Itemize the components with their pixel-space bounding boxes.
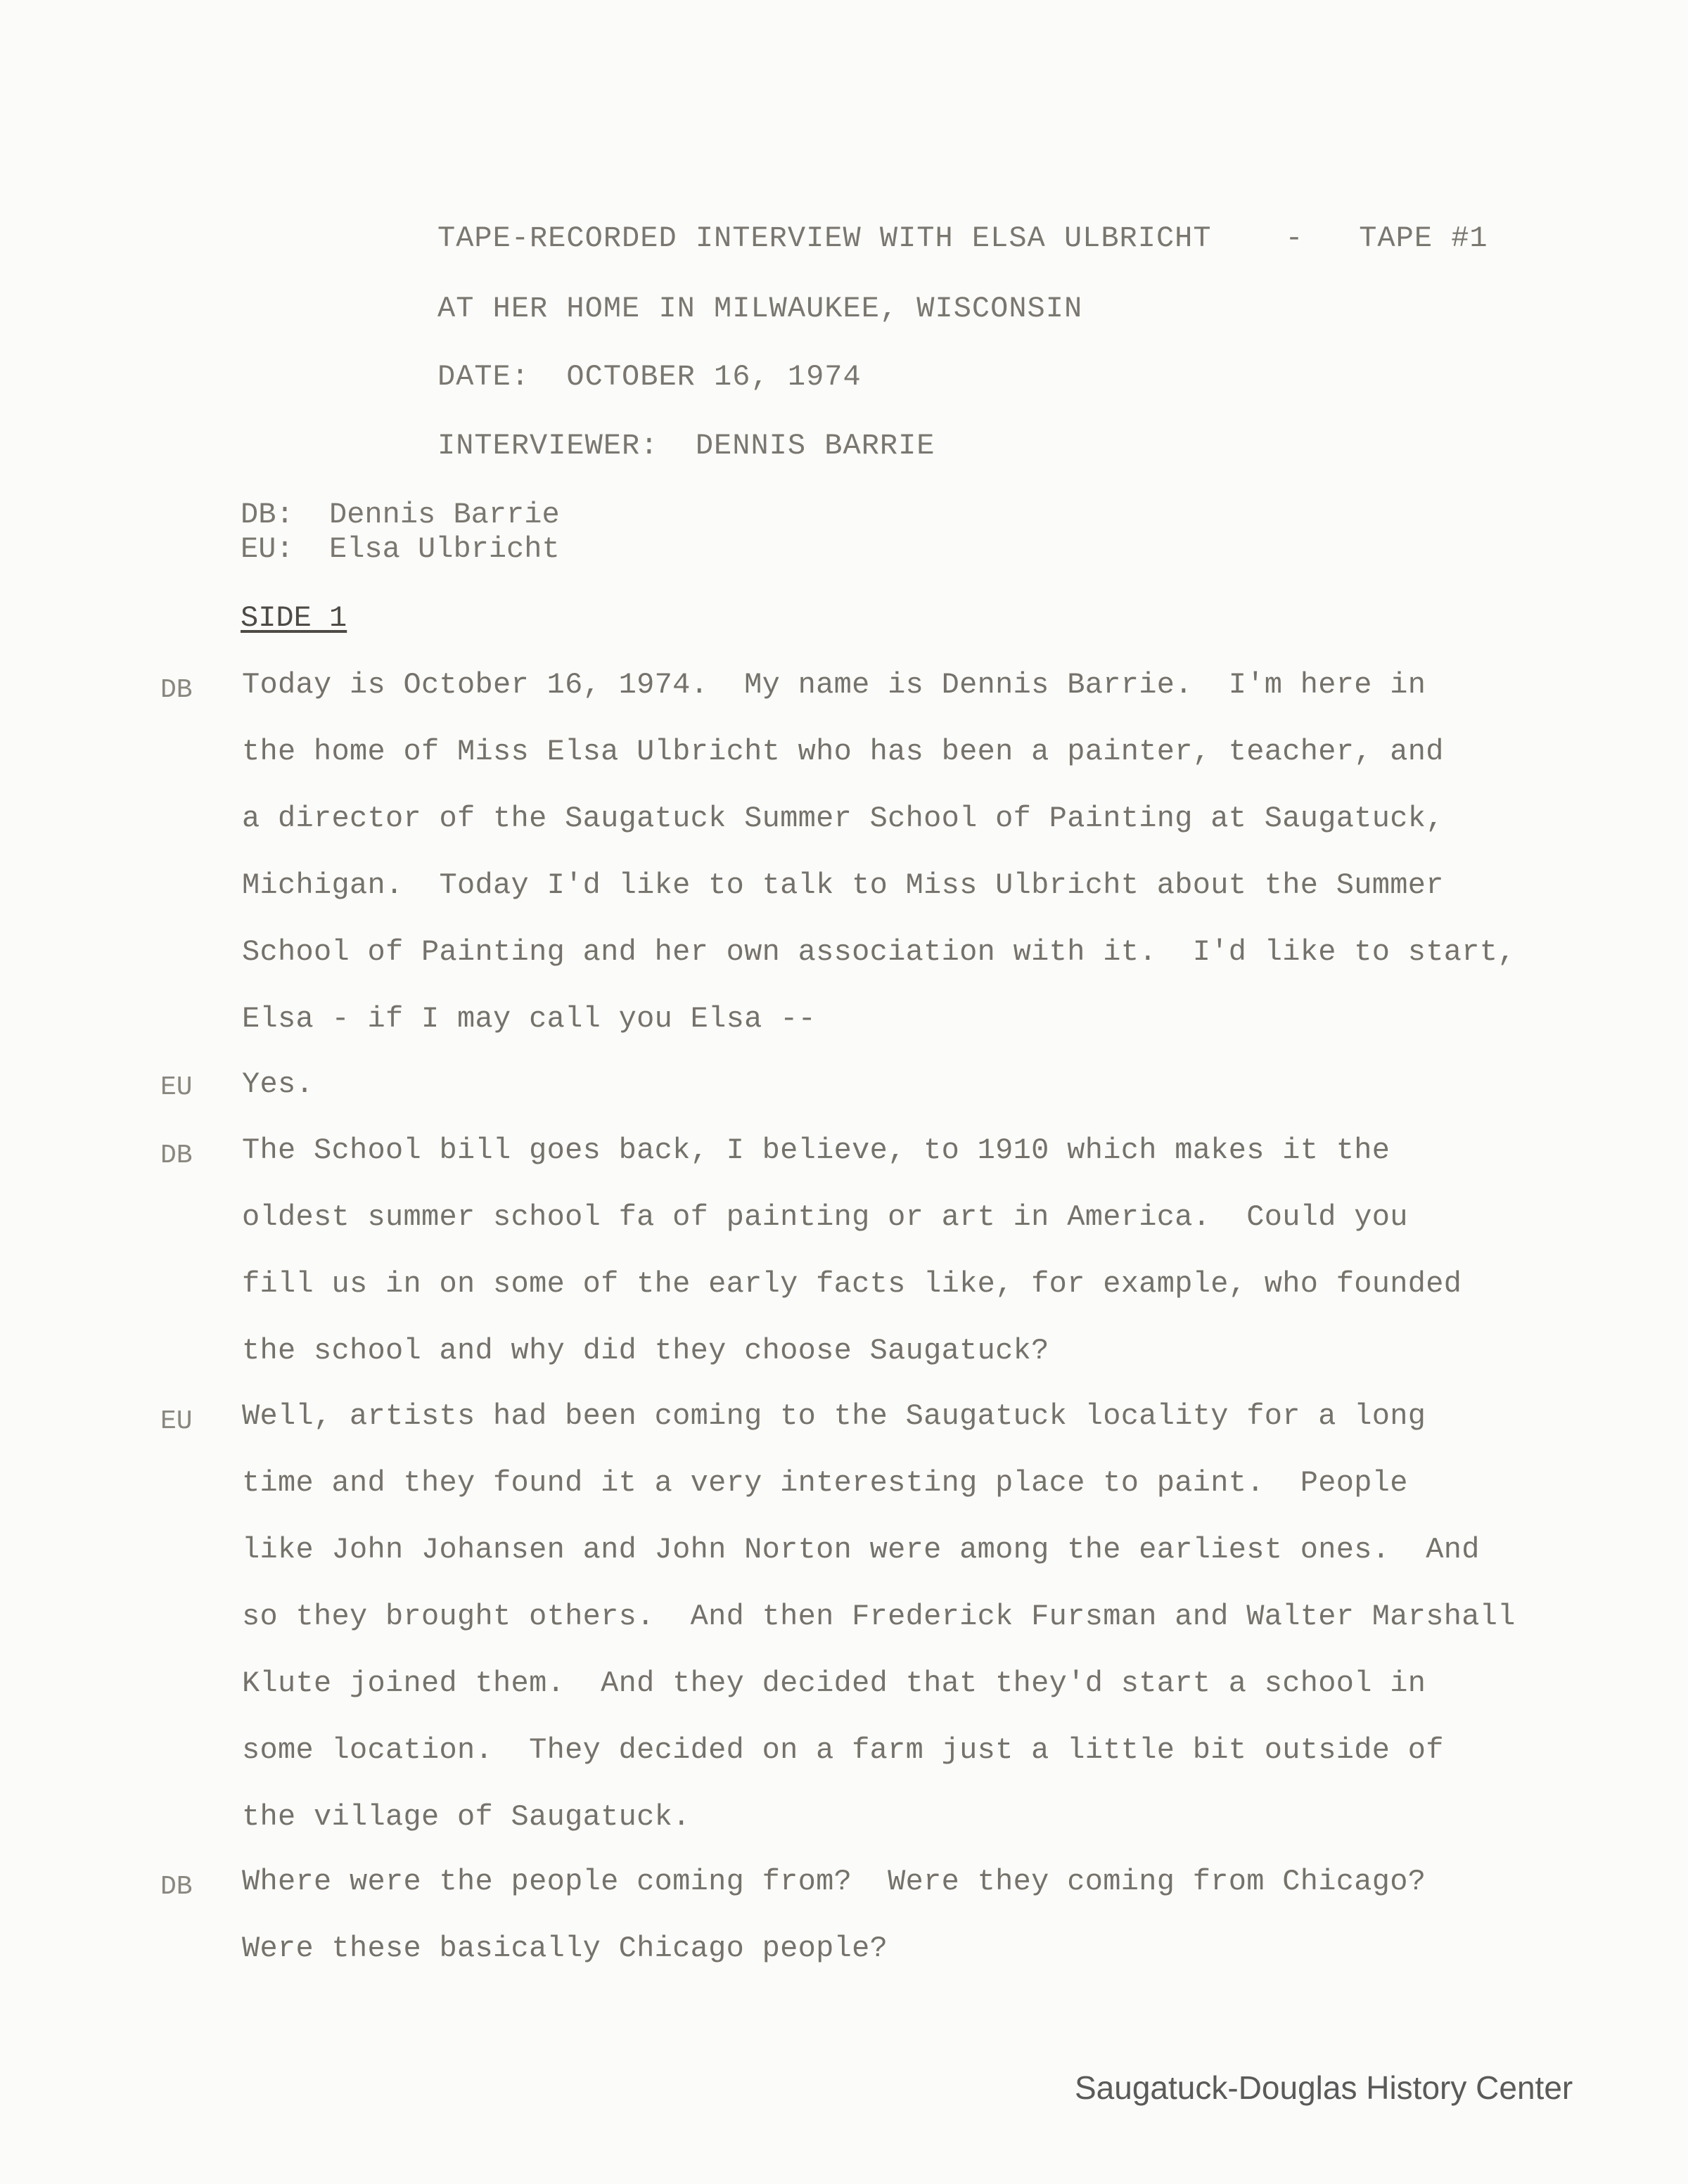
header-interviewer: INTERVIEWER: DENNIS BARRIE [437,429,935,463]
transcript-line: Elsa - if I may call you Elsa -- [242,1002,817,1036]
transcript-line: Well, artists had been coming to the Saugatuck locality for a long [242,1399,1426,1433]
transcript-line: School of Painting and her own association with it. I'd like to start, [242,935,1516,969]
transcript-line: the school and why did they choose Saugatuck? [242,1334,1049,1368]
abbreviation-eu: EU: Elsa Ulbricht [241,532,560,566]
header-location: AT HER HOME IN MILWAUKEE, WISCONSIN [437,292,1083,326]
transcript-line: time and they found it a very interesting place to paint. People [242,1466,1408,1500]
transcript-line: fill us in on some of the early facts like, for example, who founded [242,1267,1462,1301]
transcript-line: Where were the people coming from? Were they coming from Chicago? [242,1865,1426,1899]
header-date: DATE: OCTOBER 16, 1974 [437,360,862,394]
header-title: TAPE-RECORDED INTERVIEW WITH ELSA ULBRICHT - TAPE #1 [437,221,1488,255]
speaker-label: DB [160,1141,193,1171]
transcript-line: Yes. [242,1067,314,1101]
transcript-line: Today is October 16, 1974. My name is Dennis Barrie. I'm here in [242,668,1426,702]
transcript-line: The School bill goes back, I believe, to 1910 which makes it the [242,1133,1390,1167]
transcript-line: Were these basically Chicago people? [242,1932,888,1965]
speaker-label: DB [160,1872,193,1902]
transcript-line: some location. They decided on a farm just a little bit outside of [242,1733,1444,1767]
transcript-line: Michigan. Today I'd like to talk to Miss Ulbricht about the Summer [242,868,1444,902]
section-heading: SIDE 1 [241,601,347,635]
archive-credit: Saugatuck-Douglas History Center [1075,2069,1573,2106]
transcript-line: a director of the Saugatuck Summer School of Painting at Saugatuck, [242,802,1444,835]
transcript-line: oldest summer school fa of painting or art in America. Could you [242,1200,1408,1234]
transcript-line: the home of Miss Elsa Ulbricht who has been a painter, teacher, and [242,735,1444,769]
speaker-label: EU [160,1406,193,1437]
speaker-label: DB [160,675,193,705]
transcript-line: Klute joined them. And they decided that they'd start a school in [242,1666,1426,1700]
transcript-line: the village of Saugatuck. [242,1800,691,1834]
transcript-line: like John Johansen and John Norton were among the earliest ones. And [242,1533,1480,1567]
transcript-line: so they brought others. And then Frederick Fursman and Walter Marshall [242,1600,1516,1633]
abbreviation-db: DB: Dennis Barrie [241,498,560,532]
speaker-label: EU [160,1072,193,1103]
